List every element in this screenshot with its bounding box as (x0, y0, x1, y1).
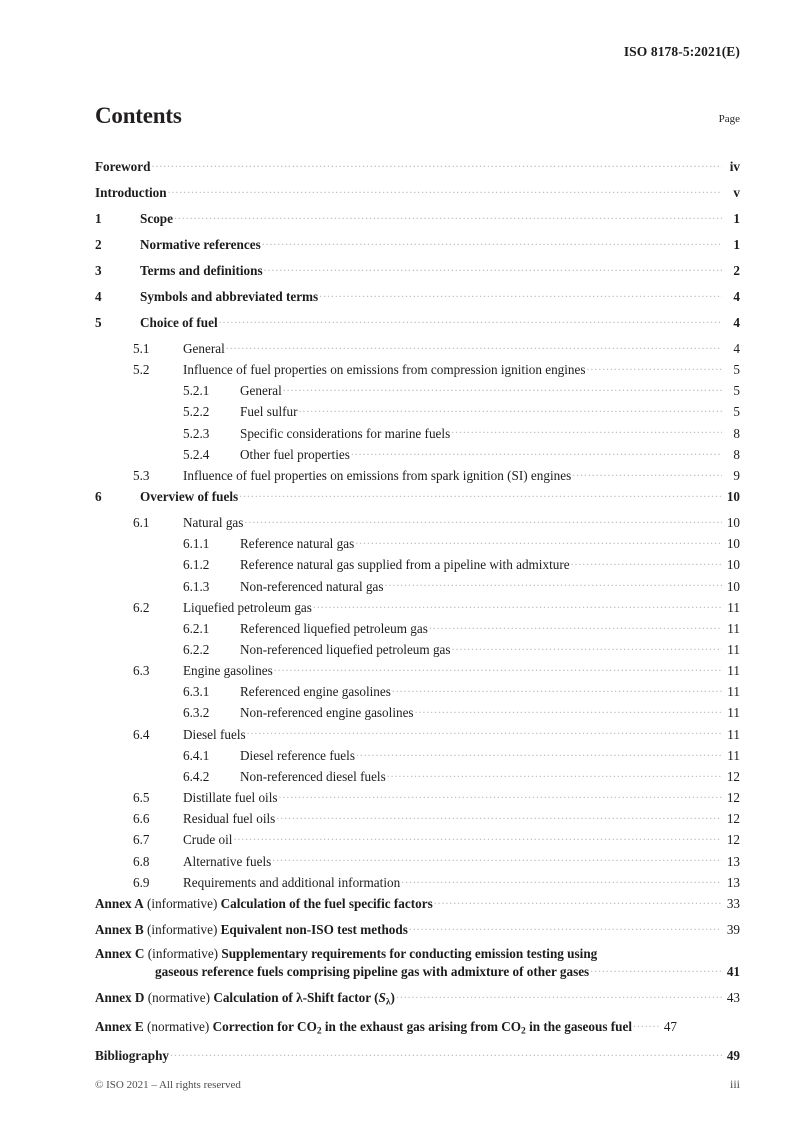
toc-entry-label: Overview of fuels (140, 489, 239, 505)
toc-entry-page: 12 (726, 790, 740, 806)
toc-entry-page: 47 (663, 1018, 678, 1034)
toc-entry-label: Engine gasolines (183, 663, 273, 679)
toc-entry[interactable] (95, 768, 740, 785)
toc-entry-label: Bibliography (95, 1047, 170, 1063)
toc-entry-number: 6.3 (133, 663, 150, 679)
toc-entry[interactable] (95, 725, 740, 742)
toc-entry-label: Normative references (140, 237, 261, 253)
toc-entry-page: 10 (726, 515, 740, 531)
toc-entry-page: 4 (733, 340, 740, 356)
toc-entry-number: 5.2.2 (183, 404, 210, 420)
toc-entry-page: 1 (733, 237, 740, 253)
toc-entry-label: Non-referenced engine gasolines (240, 705, 414, 721)
toc-entry[interactable] (95, 874, 740, 891)
toc-entry-label: Referenced engine gasolines (240, 684, 391, 700)
toc-leader-dots (451, 424, 722, 437)
toc-entry[interactable] (95, 535, 740, 552)
toc-entry-number: 6.4.1 (183, 747, 210, 763)
toc-leader-dots (409, 920, 722, 933)
toc-entry[interactable] (95, 747, 740, 764)
toc-entry-page: 8 (733, 425, 740, 441)
toc-leader-dots (226, 340, 722, 353)
toc-leader-dots (219, 314, 722, 327)
annex-kind: (normative) (147, 1018, 210, 1034)
toc-entry-label: Influence of fuel properties on emissions from spark ignition (SI) engines (183, 467, 572, 483)
annex-entry[interactable] (95, 1018, 740, 1038)
page-title: Contents (95, 103, 182, 128)
annex-entry[interactable] (95, 989, 740, 1009)
footer-page-number: iii (729, 1077, 740, 1091)
annex-kind: (informative) (147, 921, 218, 937)
toc-entry-page: 4 (733, 315, 740, 330)
toc-entry-page: 11 (727, 641, 740, 657)
toc-entry-number: 6.2.2 (183, 641, 210, 657)
toc-leader-dots (415, 704, 722, 717)
toc-entry-label: Introduction (95, 185, 167, 201)
toc-entry[interactable] (95, 288, 740, 305)
toc-entry-number: 5 (95, 315, 102, 330)
toc-entry-page: 13 (726, 853, 740, 869)
toc-entry-number: 5.3 (133, 467, 150, 483)
toc-entry-page: 49 (726, 1047, 740, 1063)
toc-entry-label: Crude oil (183, 832, 233, 848)
toc-leader-dots (571, 556, 722, 569)
toc-entry-page: 12 (726, 768, 740, 784)
copyright-notice: © ISO 2021 – All rights reserved (95, 1079, 241, 1091)
toc-entry-label: Referenced liquefied petroleum gas (240, 620, 428, 636)
toc-entry-page: 43 (726, 989, 740, 1005)
toc-entry-page: 11 (727, 599, 740, 615)
toc-entry[interactable] (95, 467, 740, 484)
toc-entry-number: 6.5 (133, 790, 150, 806)
toc-entry-label: Influence of fuel properties on emissions from compression ignition engines (183, 362, 586, 378)
toc-entry-label: Diesel fuels (183, 726, 246, 742)
toc-entry[interactable] (95, 704, 740, 721)
toc-entry-number: 6.2.1 (183, 620, 210, 636)
toc-leader-dots (429, 620, 722, 633)
toc-leader-dots (452, 641, 722, 654)
toc-entry[interactable] (95, 184, 740, 201)
annex-title (213, 1019, 632, 1038)
toc-entry[interactable] (95, 831, 740, 848)
annex-kind: (informative) (147, 895, 218, 911)
toc-entry-label: Alternative fuels (183, 853, 272, 869)
toc-leader-dots (299, 403, 722, 416)
toc-entry-number: 6.7 (133, 832, 150, 848)
toc-entry[interactable] (95, 446, 740, 463)
toc-leader-dots (355, 535, 722, 548)
toc-entry[interactable] (95, 403, 740, 420)
toc-leader-dots (168, 184, 722, 197)
lambda-subscript: λ (385, 997, 391, 1008)
toc-leader-dots (313, 598, 722, 611)
annex-title-part2: in the exhaust gas arising from CO (321, 1018, 522, 1034)
toc-entry[interactable] (95, 424, 740, 441)
toc-entry[interactable] (95, 262, 740, 279)
toc-entry-bibliography[interactable] (95, 1047, 740, 1064)
toc-entry-number: 5.2.4 (183, 446, 210, 462)
toc-leader-dots (356, 747, 722, 760)
toc-entry-number: 5.2 (133, 362, 150, 378)
toc-entry-number: 6.3.2 (183, 705, 210, 721)
toc-entry-page: 2 (733, 263, 740, 279)
contents-title-row (95, 104, 740, 127)
toc-entry-number: 5.2.1 (183, 383, 210, 399)
toc-entry-number: 6.1.3 (183, 578, 210, 594)
toc-entry-page: 5 (733, 362, 740, 378)
annex-label: Annex E (95, 1018, 144, 1034)
toc-entry-label: Natural gas (183, 515, 244, 531)
annex-kind: (informative) (147, 946, 219, 962)
toc-entry-label: Scope (140, 211, 173, 227)
toc-entry[interactable] (95, 598, 740, 615)
toc-leader-dots (401, 874, 722, 887)
toc-leader-dots (276, 810, 722, 823)
page-footer (95, 1077, 740, 1092)
toc-entry-number: 3 (95, 263, 102, 279)
toc-entry[interactable] (95, 852, 740, 869)
toc-entry[interactable] (95, 641, 740, 658)
toc-entry-page: 8 (733, 446, 740, 462)
annex-label: Annex D (95, 989, 145, 1005)
toc-entry-page: 11 (727, 726, 740, 742)
toc-leader-dots (387, 768, 722, 781)
lambda-shift-symbol: S (378, 989, 386, 1005)
toc-entry-number: 6.6 (133, 811, 150, 827)
annex-title-line1: Supplementary requirements for conducting emission testing using (221, 946, 598, 962)
toc-entry[interactable] (95, 514, 740, 531)
toc-entry-page: 13 (726, 874, 740, 890)
annex-entry[interactable] (95, 920, 740, 937)
toc-entry-label: Other fuel properties (240, 446, 350, 462)
toc-entry[interactable] (95, 488, 740, 505)
toc-entry-label: Choice of fuel (140, 315, 218, 330)
toc-entry-label: Foreword (95, 159, 151, 175)
toc-leader-dots (272, 852, 722, 865)
toc-entry-number: 2 (95, 237, 102, 253)
toc-entry-page: 10 (726, 536, 740, 552)
toc-leader-dots (587, 361, 723, 374)
toc-entry[interactable] (95, 340, 740, 357)
toc-entry-label: Symbols and abbreviated terms (140, 289, 319, 305)
toc-entry-page: 9 (733, 467, 740, 483)
annex-label: Annex B (95, 921, 144, 937)
toc-entry[interactable] (95, 158, 740, 175)
annex-entry[interactable] (95, 946, 740, 979)
toc-entry[interactable] (95, 382, 740, 399)
toc-leader-dots (151, 158, 722, 171)
annex-title-part3: in the gaseous fuel (525, 1018, 633, 1034)
toc-entry-label: Reference natural gas supplied from a pipeline with admixture (240, 557, 570, 573)
toc-entry-number: 1 (95, 211, 102, 227)
annex-kind: (normative) (147, 989, 211, 1005)
annex-title-closing: ) (390, 989, 395, 1005)
toc-entry-page: 5 (733, 383, 740, 399)
annex-label: Annex C (95, 946, 145, 962)
toc-leader-dots (170, 1047, 722, 1060)
toc-leader-dots (244, 514, 722, 527)
annex-title-part1: Correction for CO (212, 1018, 317, 1034)
toc-entry-page: 10 (726, 578, 740, 594)
toc-entry-page: 41 (726, 963, 740, 979)
annex-entry[interactable] (95, 895, 740, 912)
toc-entry-label: Distillate fuel oils (183, 790, 278, 806)
toc-entry-label: General (183, 340, 225, 356)
toc-entry-page: 1 (733, 211, 740, 227)
toc-entry-label: Residual fuel oils (183, 811, 276, 827)
toc-entry-page: 11 (727, 663, 740, 679)
toc-entry-label: Terms and definitions (140, 263, 263, 279)
toc-entry-page: 11 (727, 620, 740, 636)
toc-entry-number: 6.3.1 (183, 684, 210, 700)
toc-entry-number: 6 (95, 489, 102, 505)
toc-entry-number: 5.1 (133, 340, 150, 356)
toc-entry-page: 12 (726, 832, 740, 848)
toc-entry-label: Diesel reference fuels (240, 747, 355, 763)
toc-leader-dots (385, 577, 722, 590)
co2-subscript: 2 (316, 1026, 322, 1037)
toc-leader-dots (274, 662, 722, 675)
toc-entry-page: 4 (733, 289, 740, 305)
toc-leader-dots (396, 989, 722, 1002)
toc-entry-number: 6.2 (133, 599, 150, 615)
toc-entry-page: 11 (727, 747, 740, 763)
toc-entry[interactable] (95, 314, 740, 331)
toc-leader-dots (319, 288, 722, 301)
toc-entry-label: Non-referenced natural gas (240, 578, 384, 594)
toc-entry-number: 6.4 (133, 726, 150, 742)
toc-entry[interactable] (95, 620, 740, 637)
toc-entry-label: Requirements and additional information (183, 874, 401, 890)
toc-leader-dots (239, 488, 722, 501)
toc-entry-number: 6.4.2 (183, 768, 210, 784)
toc-entry-page: 11 (727, 705, 740, 721)
annex-title: Calculation of the fuel specific factors (220, 895, 433, 911)
toc-entry-page: v (733, 185, 740, 201)
toc-entry-number: 6.1 (133, 515, 150, 531)
toc-entry-number: 4 (95, 289, 102, 305)
toc-entry[interactable] (95, 577, 740, 594)
toc-entry-label: Fuel sulfur (240, 404, 298, 420)
annex-title (213, 990, 395, 1009)
toc-leader-dots (351, 446, 722, 459)
toc-entry-page: 10 (726, 557, 740, 573)
toc-entry-page: 11 (727, 684, 740, 700)
toc-entry-number: 5.2.3 (183, 425, 210, 441)
toc-entry[interactable] (95, 662, 740, 679)
toc-entry-page: 33 (726, 895, 740, 911)
toc-leader-dots (279, 789, 723, 802)
toc-leader-dots (262, 236, 722, 249)
toc-leader-dots (572, 467, 722, 480)
toc-entry[interactable] (95, 236, 740, 253)
toc-entry-page: iv (729, 159, 740, 175)
toc-entry-label: General (240, 383, 282, 399)
toc-entry-label: Non-referenced liquefied petroleum gas (240, 641, 451, 657)
toc-entry[interactable] (95, 210, 740, 227)
toc-entry-label: Reference natural gas (240, 536, 355, 552)
toc-entry-number: 6.9 (133, 874, 150, 890)
toc-entry[interactable] (95, 556, 740, 573)
co2-subscript: 2 (521, 1026, 526, 1037)
toc-leader-dots (174, 210, 722, 223)
toc-leader-dots (247, 725, 722, 738)
toc-leader-dots (233, 831, 722, 844)
annex-title-text: Calculation of λ-Shift factor ( (213, 989, 379, 1005)
toc-entry[interactable] (95, 810, 740, 827)
toc-entry[interactable] (95, 789, 740, 806)
toc-leader-dots (264, 262, 722, 275)
page-column-label: Page (718, 113, 740, 125)
toc-leader-dots (590, 963, 722, 976)
document-header-id: ISO 8178-5:2021(E) (623, 44, 740, 59)
toc-entry-page: 5 (733, 404, 740, 420)
toc-entry-label: Non-referenced diesel fuels (240, 768, 386, 784)
toc-entry[interactable] (95, 683, 740, 700)
toc-entry-number: 6.1.1 (183, 536, 210, 552)
toc-entry-number: 6.8 (133, 853, 150, 869)
table-of-contents (95, 158, 740, 1073)
toc-entry-number: 6.1.2 (183, 557, 210, 573)
annex-title: Equivalent non-ISO test methods (220, 921, 408, 937)
toc-leader-dots (283, 382, 722, 395)
toc-entry-page: 10 (726, 489, 740, 505)
toc-leader-dots (434, 895, 722, 908)
annex-title-line2: gaseous reference fuels comprising pipeline gas with admixture of other gases (155, 963, 590, 979)
toc-leader-dots (633, 1018, 659, 1031)
toc-entry-page: 12 (726, 811, 740, 827)
toc-entry-page: 39 (726, 921, 740, 937)
annex-label: Annex A (95, 895, 144, 911)
toc-entry[interactable] (95, 361, 740, 378)
toc-entry-label: Liquefied petroleum gas (183, 599, 312, 615)
toc-leader-dots (392, 683, 722, 696)
toc-entry-label: Specific considerations for marine fuels (240, 425, 451, 441)
